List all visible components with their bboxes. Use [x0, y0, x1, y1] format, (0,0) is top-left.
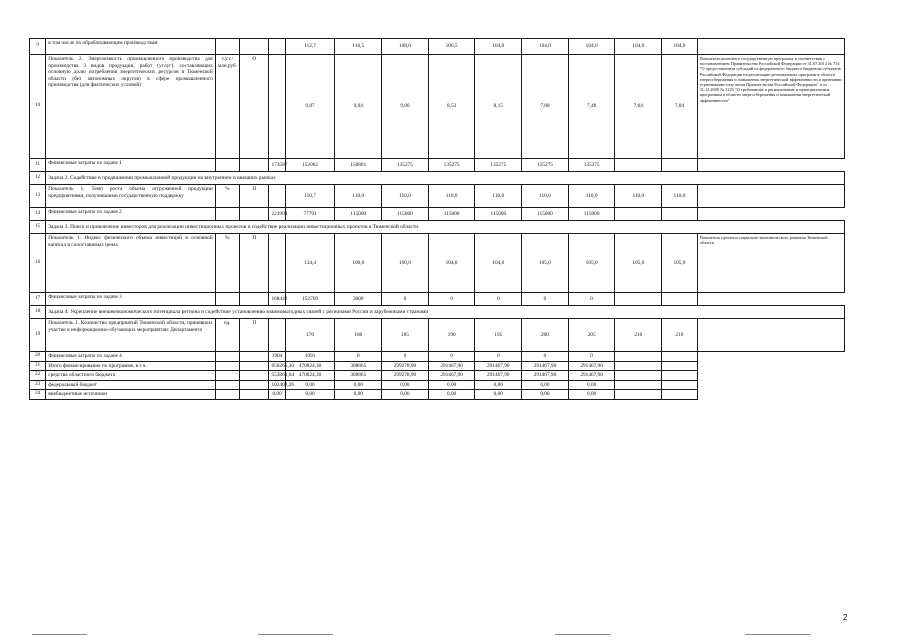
type-flag-cell [240, 293, 269, 306]
value-cell: 1904 [269, 352, 285, 362]
table-row [30, 208, 845, 221]
value-cell: 105,0 [615, 234, 662, 293]
scan-edge-mark [258, 634, 333, 635]
value-cell: 110,0 [475, 185, 522, 208]
value-cell: 190 [428, 319, 475, 352]
row-number: 20 [30, 352, 46, 362]
value-cell: 0 [428, 352, 475, 362]
value-cell: 0,00 [269, 390, 285, 400]
row-number: 10 [30, 55, 46, 159]
value-cell: 205 [568, 319, 615, 352]
value-cell: 9,00 [382, 55, 429, 159]
type-flag-cell [240, 39, 269, 55]
value-cell: 0,00 [522, 390, 569, 400]
value-cell: 0,00 [568, 380, 615, 390]
table-row [30, 352, 845, 362]
value-cell: 135275 [522, 159, 569, 172]
value-cell: 115000 [335, 208, 382, 221]
value-cell: 1091 [285, 352, 335, 362]
value-cell: 0,00 [428, 390, 475, 400]
value-cell: 0,00 [475, 390, 522, 400]
value-cell [615, 371, 662, 381]
value-cell: 0,00 [568, 390, 615, 400]
value-cell: 7,48 [568, 55, 615, 159]
row-number: 17 [30, 293, 46, 306]
note-cell [662, 352, 698, 362]
table-row [30, 390, 845, 400]
value-cell: 135275 [428, 159, 475, 172]
value-cell: 656265,30 [269, 361, 285, 371]
value-cell: 152062 [285, 159, 335, 172]
unit-cell [215, 208, 239, 221]
value-cell: 180 [335, 319, 382, 352]
value-cell: 115000 [568, 208, 615, 221]
scan-edge-mark [32, 634, 87, 635]
value-cell: 470824,30 [285, 371, 335, 381]
indicator-label: Показатель 2. Энергоемкость промышленного производства для производства 3 видов продукции, работ (услуг), составляющих основную долю потребления энергетических ресурсов в Тюменской области (без автономных округов) в сфере промышленного производства (для фактических условий) [46, 55, 215, 159]
value-cell: 110,0 [568, 185, 615, 208]
value-cell: 116,5 [335, 39, 382, 55]
value-cell: 173587 [269, 159, 285, 172]
unit-cell: % [215, 185, 239, 208]
value-cell: 104,0 [615, 39, 662, 55]
indicator-label: внебюджетные источники [46, 390, 215, 400]
note-cell [697, 39, 844, 55]
table-row [30, 306, 845, 319]
value-cell: 195 [475, 319, 522, 352]
value-cell: 110,7 [285, 185, 335, 208]
note-cell [662, 361, 698, 371]
value-cell: 200 [522, 319, 569, 352]
value-cell: 0,00 [382, 380, 429, 390]
value-cell: 0,00 [285, 390, 335, 400]
type-flag-cell [240, 159, 269, 172]
scan-edge-mark [745, 634, 810, 635]
value-cell: 291467,90 [475, 371, 522, 381]
type-flag-cell: П [240, 319, 269, 352]
value-cell: 291467,90 [428, 371, 475, 381]
value-cell: 7,04 [615, 55, 662, 159]
table-row [30, 159, 845, 172]
value-cell: 299278,90 [382, 371, 429, 381]
value-cell: 115000 [428, 208, 475, 221]
value-cell: 0,00 [335, 390, 382, 400]
value-cell: 299278,90 [382, 361, 429, 371]
task-heading: Задача 4. Укрепление внешнеэкономического потенциала региона и содействие установлению взаимовыгодных связей с регионами России и зарубежными странами [46, 306, 845, 319]
row-number: 19 [30, 319, 46, 352]
row-number: 15 [30, 221, 46, 234]
indicator-label: средства областного бюджета [46, 371, 215, 381]
value-cell: 291467,90 [522, 361, 569, 371]
value-cell [615, 361, 662, 371]
row-number: 12 [30, 172, 46, 185]
note-cell [662, 390, 698, 400]
row-number: 9 [30, 39, 46, 55]
table-row [30, 55, 845, 159]
row-number: 24 [30, 390, 46, 400]
value-cell: 134,4 [285, 234, 335, 293]
value-cell [615, 293, 662, 306]
value-cell: 105,0 [568, 234, 615, 293]
value-cell [269, 319, 285, 352]
type-flag-cell [240, 361, 269, 371]
value-cell: 308865 [335, 361, 382, 371]
table-row [30, 185, 845, 208]
value-cell: 470824,30 [285, 361, 335, 371]
value-cell [615, 380, 662, 390]
value-cell: 9,87 [285, 55, 335, 159]
value-cell: 0,00 [382, 390, 429, 400]
type-flag-cell: О [240, 55, 269, 159]
value-cell: 77791 [285, 208, 335, 221]
value-cell [615, 159, 662, 172]
row-number: 11 [30, 159, 46, 172]
value-cell: 8,53 [428, 55, 475, 159]
unit-cell [215, 352, 239, 362]
type-flag-cell: П [240, 185, 269, 208]
unit-cell [215, 293, 239, 306]
value-cell: 0,00 [335, 380, 382, 390]
note-cell [662, 208, 698, 221]
unit-cell: % [215, 234, 239, 293]
value-cell: 0 [568, 352, 615, 362]
note-cell [697, 185, 844, 208]
table-row [30, 361, 845, 371]
row-number: 23 [30, 380, 46, 390]
value-cell: 0,00 [428, 380, 475, 390]
note-cell [697, 319, 844, 352]
indicator-label: Показатель 1. Индекс физического объема инвестиций в основной капитал в сопоставимых ценах [46, 234, 215, 293]
value-cell: 110,0 [428, 185, 475, 208]
value-cell: 291467,90 [568, 371, 615, 381]
value-cell: 110,0 [382, 185, 429, 208]
scan-edge-mark [555, 634, 610, 635]
note-cell: Показатель включен в государственную программу в соответствии с постановлением Правительства Российской Федерации от 31.07.2014 № 754 "О предоставлении субсидий из федерального бюджета бюджетам субъектов Российской Федерации на реализацию региональных программ в области энергосбережения и повышения энергетической эффективности и признании утратившими силу актов Правительства Российской Федерации" и от 31.12.2009 № 1225 "О требованиях к региональным и муниципальным программам в области энергосбережения и повышения энергетической эффективности" [697, 55, 844, 159]
value-cell: 0,00 [475, 380, 522, 390]
unit-cell [215, 380, 239, 390]
indicator-label: Показатель 1. Темп роста объема отгруженной продукции предприятиями, получившими государственную поддержку [46, 185, 215, 208]
row-number: 16 [30, 234, 46, 293]
value-cell: 0 [428, 293, 475, 306]
task-heading: Задача 2. Содействие в продвижении промышленной продукции на внутреннем и внешних рынках [46, 172, 845, 185]
row-number: 22 [30, 371, 46, 381]
unit-cell: ед. [215, 319, 239, 352]
note-cell [662, 159, 698, 172]
value-cell: 223994 [269, 208, 285, 221]
value-cell: 0 [568, 293, 615, 306]
row-number: 14 [30, 208, 46, 221]
value-cell: 108,0 [382, 39, 429, 55]
value-cell: 135275 [382, 159, 429, 172]
value-cell [269, 234, 285, 293]
value-cell: 104,0 [475, 39, 522, 55]
table-row [30, 234, 845, 293]
note-cell [662, 371, 698, 381]
value-cell: 0,00 [285, 380, 335, 390]
unit-cell: т.у.т./ млн.руб. [215, 55, 239, 159]
value-cell: 0 [335, 352, 382, 362]
value-cell: 9,04 [335, 55, 382, 159]
value-cell [269, 185, 285, 208]
value-cell: 110,0 [662, 185, 698, 208]
indicator-label: федеральный бюджет [46, 380, 215, 390]
value-cell [615, 208, 662, 221]
unit-cell [215, 39, 239, 55]
value-cell: 3000 [335, 293, 382, 306]
value-cell [615, 390, 662, 400]
value-cell: 106,5 [428, 39, 475, 55]
value-cell: 185 [382, 319, 429, 352]
indicator-label: в том числе по обрабатывающим производствам [46, 39, 215, 55]
value-cell: 135275 [475, 159, 522, 172]
value-cell: 104,0 [662, 39, 698, 55]
value-cell: 135275 [568, 159, 615, 172]
program-indicators-table [29, 38, 845, 400]
value-cell: 104,0 [475, 234, 522, 293]
note-cell [662, 293, 698, 306]
task-heading: Задача 3. Поиск и привлечение инвесторов для реализации инвестиционных проектов и содействие реализации инвестиционных проектов в Тюменской области [46, 221, 845, 234]
value-cell: 0 [522, 352, 569, 362]
unit-cell [215, 390, 239, 400]
indicator-label: Финансовые затраты по задаче 1 [46, 159, 215, 172]
unit-cell [215, 371, 239, 381]
table-row [30, 293, 845, 306]
note-cell: Показатель прогноза социально-экономического развития Тюменской области [697, 234, 844, 293]
value-cell: 0,00 [522, 380, 569, 390]
value-cell: 110,0 [335, 185, 382, 208]
value-cell: 291467,90 [475, 361, 522, 371]
row-number: 13 [30, 185, 46, 208]
value-cell: 105,0 [662, 234, 698, 293]
value-cell: 0 [382, 293, 429, 306]
type-flag-cell [240, 380, 269, 390]
value-cell: 291467,90 [428, 361, 475, 371]
indicator-label: Итого финансирование по программе, в т.ч. [46, 361, 215, 371]
value-cell [615, 352, 662, 362]
value-cell: 104,0 [428, 234, 475, 293]
value-cell: 110,0 [615, 185, 662, 208]
value-cell: 115000 [475, 208, 522, 221]
value-cell: 0 [522, 293, 569, 306]
value-cell: 308865 [335, 371, 382, 381]
value-cell: 7,04 [662, 55, 698, 159]
value-cell: 291467,90 [522, 371, 569, 381]
type-flag-cell [240, 208, 269, 221]
table-row [30, 380, 845, 390]
value-cell: 104,0 [568, 39, 615, 55]
value-cell: 115000 [522, 208, 569, 221]
value-cell: 150861 [335, 159, 382, 172]
value-cell: 102402,26 [269, 380, 285, 390]
table-row [30, 39, 845, 55]
value-cell: 100,0 [335, 234, 382, 293]
value-cell: 115000 [382, 208, 429, 221]
value-cell: 0 [475, 352, 522, 362]
row-number: 21 [30, 361, 46, 371]
value-cell: 104,0 [522, 39, 569, 55]
value-cell: 0 [475, 293, 522, 306]
type-flag-cell [240, 371, 269, 381]
indicator-label: Финансовые затраты по задаче 3 [46, 293, 215, 306]
indicator-label: Показатель 1. Количество предприятий Тюменской области, принявших участие в информационно-обучающих мероприятиях Департамента [46, 319, 215, 352]
value-cell: 168442 [269, 293, 285, 306]
table-row [30, 319, 845, 352]
value-cell: 553863,04 [269, 371, 285, 381]
value-cell: 7,80 [522, 55, 569, 159]
value-cell [269, 39, 285, 55]
type-flag-cell: П [240, 234, 269, 293]
value-cell: 110,0 [522, 185, 569, 208]
indicator-label: Финансовые затраты по задаче 2 [46, 208, 215, 221]
table-row [30, 221, 845, 234]
value-cell: 170 [285, 319, 335, 352]
value-cell: 112,7 [285, 39, 335, 55]
page-number: 2 [843, 613, 848, 622]
value-cell: 100,0 [382, 234, 429, 293]
value-cell: 210 [615, 319, 662, 352]
indicator-label: Финансовые затраты по задаче 4 [46, 352, 215, 362]
value-cell: 152769 [285, 293, 335, 306]
value-cell: 210 [662, 319, 698, 352]
type-flag-cell [240, 352, 269, 362]
unit-cell [215, 159, 239, 172]
unit-cell [215, 361, 239, 371]
table-row [30, 172, 845, 185]
value-cell: 291467,90 [568, 361, 615, 371]
table-row [30, 371, 845, 381]
value-cell [269, 55, 285, 159]
note-cell [662, 380, 698, 390]
value-cell: 105,0 [522, 234, 569, 293]
type-flag-cell [240, 390, 269, 400]
row-number: 18 [30, 306, 46, 319]
value-cell: 8,15 [475, 55, 522, 159]
value-cell: 0 [382, 352, 429, 362]
